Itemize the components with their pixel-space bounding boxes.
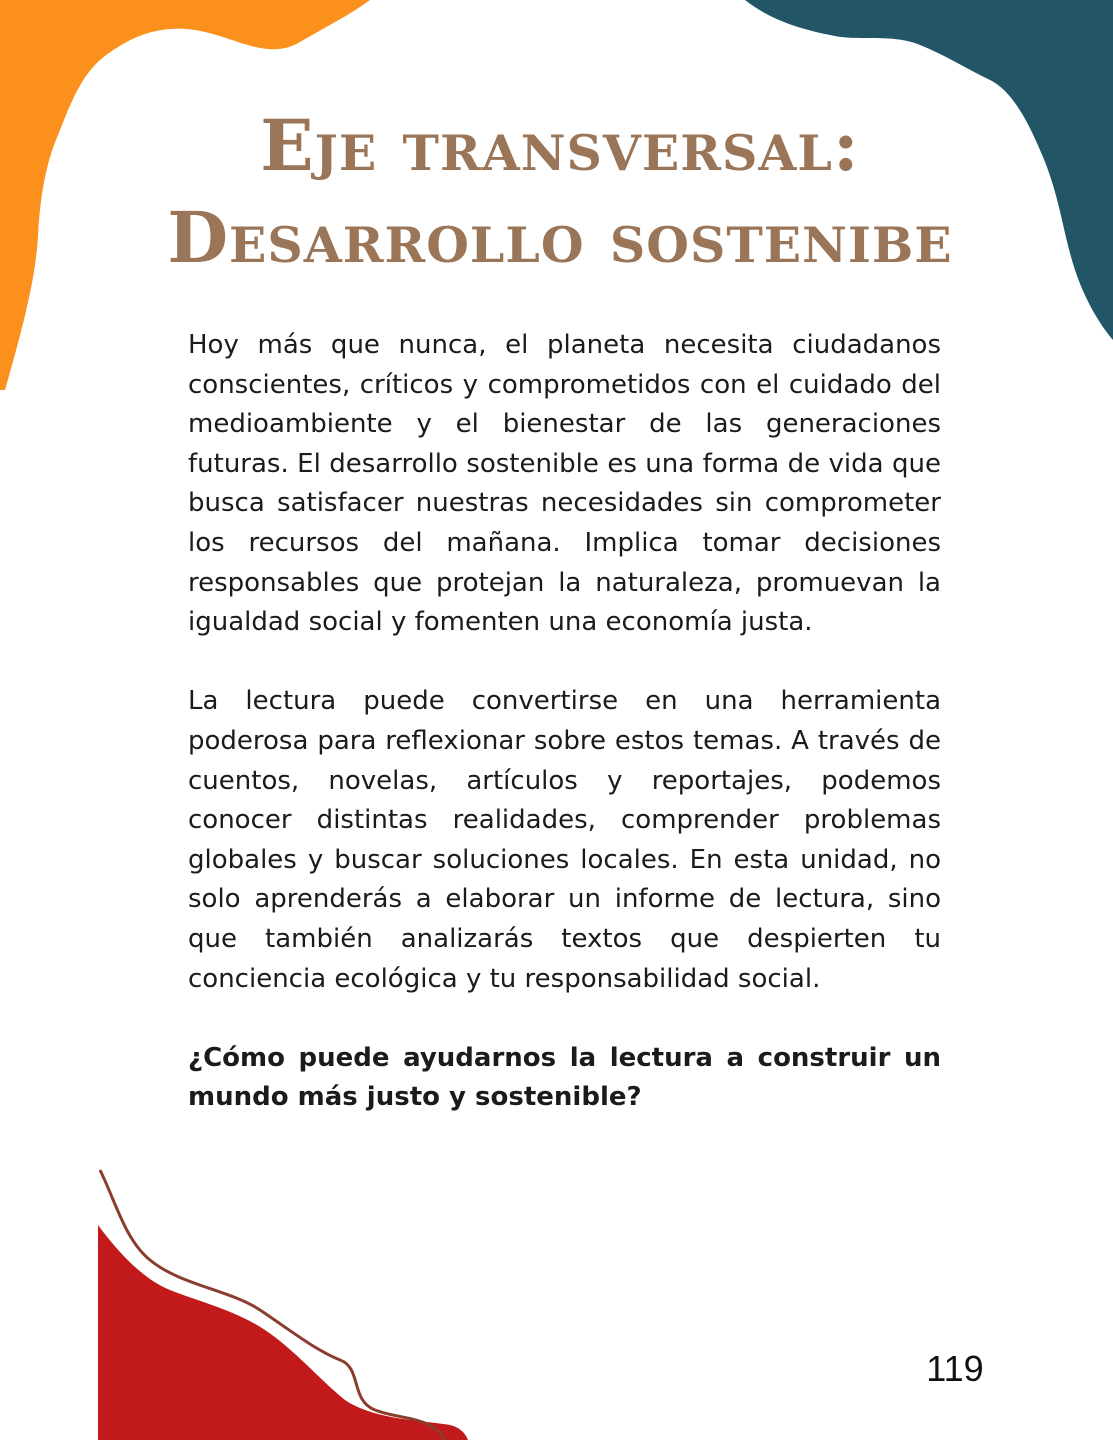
guiding-question: ¿Cómo puede ayudarnos la lectura a construir un mundo más justo y sostenible? [188,1042,941,1113]
body-text [188,326,941,1118]
red-corner-blob [98,1225,468,1440]
title-line-2: Desarrollo sostenibe [167,196,953,279]
page-number: 119 [926,1348,984,1389]
paragraph-reading: La lectura puede convertirse en una herramienta poderosa para reflexionar sobre estos temas. A través de cuentos, novelas, artículos y reportajes, podemos conocer distintas realidades, comprender problemas globales y buscar soluciones locales. En esta unidad, no solo aprenderás a elaborar un informe de lectura, sino que también analizarás textos que despierten tu conciencia ecológica y tu responsabilidad social. [188,686,941,994]
page-title [150,100,970,284]
paragraph-sustainable-development: Hoy más que nunca, el planeta necesita ciudadanos conscientes, críticos y comprometidos con el cuidado del medioambiente y el bienestar de las generaciones futuras. El desarrollo sostenible es una forma de vida que busca satisfacer nuestras necesidades sin comprometer los recursos del mañana. Implica tomar decisiones responsables que protejan la naturaleza, promuevan la igualdad social y fomenten una economía justa. [188,330,941,638]
title-line-1: Eje transversal: [260,104,860,187]
